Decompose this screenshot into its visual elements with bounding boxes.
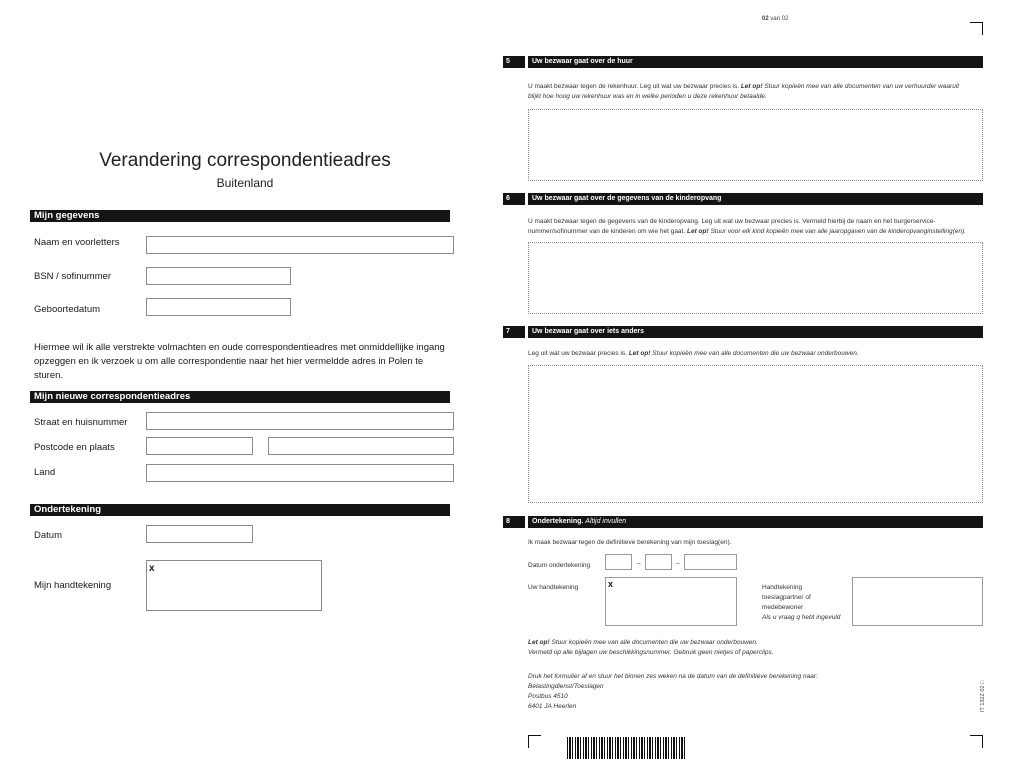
- s7-text-a: Leg uit wat uw bezwaar precies is.: [528, 350, 627, 357]
- form-title: Verandering correspondentieadres: [99, 150, 391, 171]
- s5-text-a: U maakt bezwaar tegen de rekenhuur. Leg uit wat uw bezwaar precies is.: [528, 83, 740, 90]
- s8-partner-line-2: toeslagpartner of: [762, 594, 811, 601]
- note-line-1: Stuur kopieën mee van alle documenten die uw bezwaar onderbouwen.: [551, 639, 758, 646]
- date-year-field[interactable]: [684, 554, 737, 570]
- s8-signature-x-mark: x: [608, 579, 614, 589]
- name-field[interactable]: [146, 236, 454, 254]
- label-birthdate: Geboortedatum: [34, 304, 101, 315]
- paragraph-line-2: opzeggen en ik verzoek u om alle correspondentie naar het hier vermeldde adres in Polen te sturen.: [34, 356, 424, 381]
- s5-text-c: blijkt hoe hoog uw rekenhuur was en in welke perioden u deze rekenhuur betaalde.: [528, 93, 767, 100]
- label-street: Straat en huisnummer: [34, 417, 128, 428]
- s8-title-text: Ondertekening.: [532, 518, 584, 525]
- s6-text-b: nummer/sofinummer van de kinderen om wie het gaat.: [528, 228, 686, 235]
- s5-text-b: Stuur kopieën mee van alle documenten van uw verhuurder waaruit: [764, 83, 960, 90]
- s6-let-op: Let op!: [686, 228, 709, 235]
- crop-mark-top-right: [970, 22, 983, 35]
- section-8-statement: Ik maak bezwaar tegen de definitieve berekening van mijn toeslag(en).: [528, 539, 732, 546]
- partner-signature-box[interactable]: [852, 577, 983, 626]
- section-5-number: 5: [503, 56, 525, 68]
- page-number: [762, 16, 788, 22]
- s6-text-c: Stuur voor elk kind kopieën mee van alle jaaropgaven van de kinderopvanginstelling(en).: [710, 228, 966, 235]
- addr-city: 6401 JA Heerlen: [528, 703, 577, 710]
- label-country: Land: [34, 467, 56, 478]
- section-7-textarea[interactable]: [528, 365, 983, 503]
- mailing-address-block: [528, 672, 983, 712]
- section-8-number: 8: [503, 516, 525, 528]
- s7-let-op: Let op!: [628, 350, 651, 357]
- section-8-note: [528, 638, 983, 658]
- section-6-number: 6: [503, 193, 525, 205]
- form-subtitle: Buitenland: [216, 176, 274, 190]
- street-field[interactable]: [146, 412, 454, 430]
- label-date: Datum: [34, 530, 62, 541]
- label-name: Naam en voorletters: [34, 237, 120, 248]
- section-6-title: Uw bezwaar gaat over de gegevens van de kinderopvang: [528, 193, 983, 205]
- date-dash-1: –: [637, 560, 641, 567]
- bsn-field[interactable]: [146, 267, 291, 285]
- paragraph-line-1: Hiermee wil ik alle verstrekte volmachten en oude correspondentieadres met onmiddellijke ingang: [34, 342, 445, 353]
- section-5-title: Uw bezwaar gaat over de huur: [528, 56, 983, 68]
- section-header-personal: Mijn gegevens: [30, 210, 450, 222]
- form-side-code: IT 132Z 02 □: [980, 680, 986, 712]
- note-let-op: Let op!: [528, 639, 550, 646]
- label-postcode: Postcode en plaats: [34, 442, 115, 453]
- s8-partner-line-4: Als u vraag q hebt ingevuld: [762, 614, 841, 621]
- section-6-instructions: [528, 217, 983, 237]
- authorization-paragraph: [34, 341, 454, 383]
- page-number-total: van 02: [770, 16, 789, 22]
- section-header-address: Mijn nieuwe correspondentieadres: [30, 391, 450, 403]
- label-bsn: BSN / sofinummer: [34, 271, 112, 282]
- section-header-signature: Ondertekening: [30, 504, 450, 516]
- crop-mark-bottom-left: [528, 735, 541, 748]
- s8-title-italic: Altijd invullen: [585, 518, 627, 525]
- date-day-field[interactable]: [605, 554, 632, 570]
- country-field[interactable]: [146, 464, 454, 482]
- s8-partner-line-1: Handtekening: [762, 584, 803, 591]
- s8-partner-label: [762, 583, 847, 623]
- s8-label-signature: Uw handtekening: [528, 584, 579, 591]
- section-8-title: [528, 516, 983, 528]
- addr-org: Belastingdienst/Toeslagen: [528, 683, 604, 690]
- s7-text-b: Stuur kopieën mee van alle documenten die uw bezwaar onderbouwen.: [652, 350, 859, 357]
- section-7-title: Uw bezwaar gaat over iets anders: [528, 326, 983, 338]
- s8-label-date: Datum ondertekening: [528, 562, 591, 569]
- city-field[interactable]: [268, 437, 454, 455]
- s8-partner-line-3: medebewoner: [762, 604, 804, 611]
- date-field[interactable]: [146, 525, 253, 543]
- section-7-number: 7: [503, 326, 525, 338]
- s8-signature-box[interactable]: [605, 577, 737, 626]
- s6-text-a: U maakt bezwaar tegen de gegevens van de kinderopvang. Leg uit wat uw bezwaar precies is. Vermeld hierbij de naam en het burgerservice-: [528, 218, 936, 225]
- section-7-instructions: [528, 349, 983, 359]
- label-signature: Mijn handtekening: [34, 580, 112, 591]
- section-5-textarea[interactable]: [528, 109, 983, 181]
- signature-box[interactable]: [146, 560, 322, 611]
- birthdate-field[interactable]: [146, 298, 291, 316]
- addr-postbus: Postbus 4510: [528, 693, 568, 700]
- page-number-current: 02: [762, 16, 769, 22]
- section-6-textarea[interactable]: [528, 242, 983, 314]
- barcode: [567, 737, 685, 759]
- date-month-field[interactable]: [645, 554, 672, 570]
- crop-mark-bottom-right: [970, 735, 983, 748]
- date-dash-2: –: [676, 560, 680, 567]
- signature-x-mark: x: [149, 563, 155, 574]
- addr-instruction: Druk het formulier af en stuur het binnen zes weken na de datum van de definitieve berekening naar:: [528, 673, 818, 680]
- section-5-instructions: [528, 82, 983, 102]
- postcode-field[interactable]: [146, 437, 253, 455]
- note-line-2: Vermeld op alle bijlagen uw beschikkingsnummer. Gebruik geen nietjes of paperclips.: [528, 649, 774, 656]
- s5-let-op: Let op!: [740, 83, 763, 90]
